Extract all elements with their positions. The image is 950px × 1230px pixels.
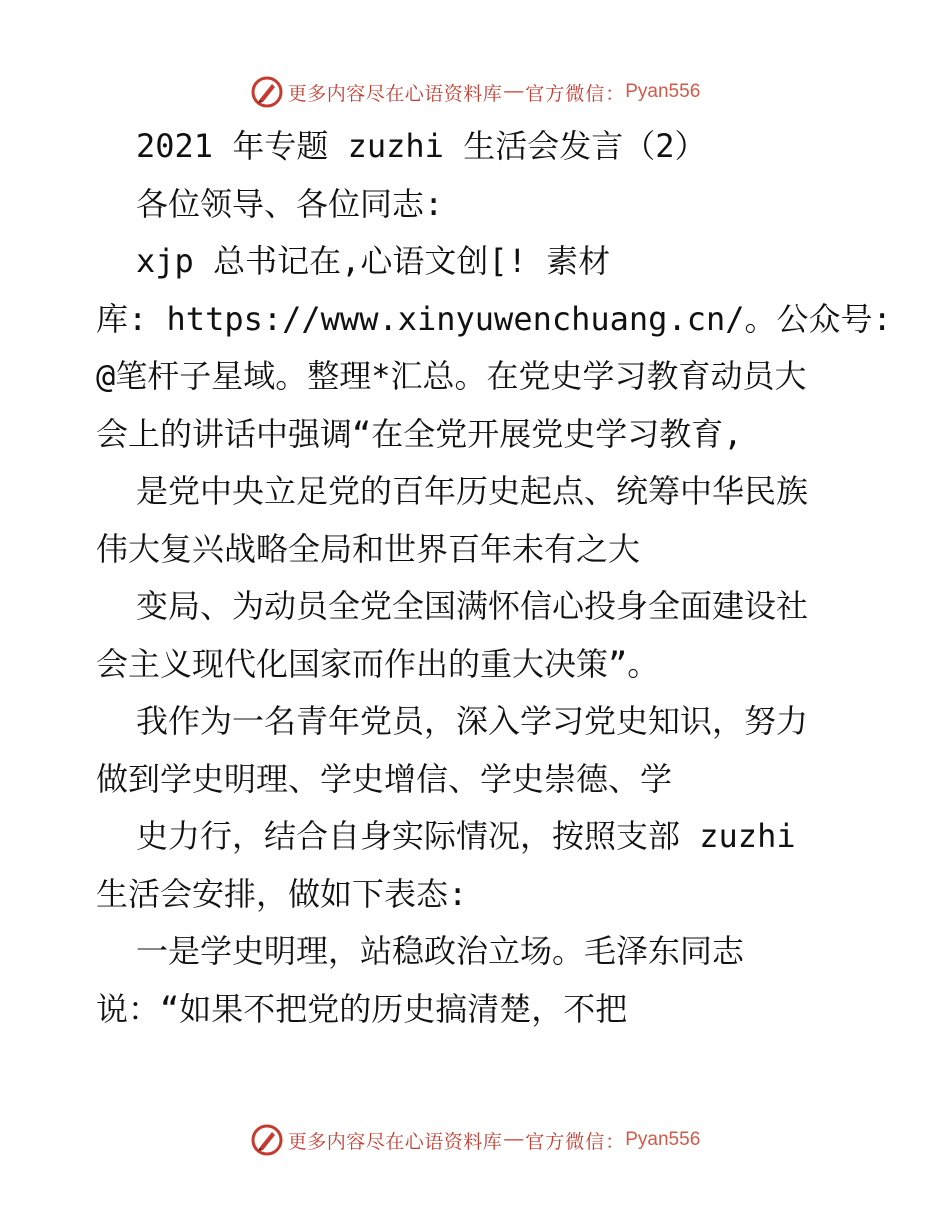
paragraph-line: 伟大复兴战略全局和世界百年未有之大 — [96, 529, 641, 568]
paragraph-line: 一是学史明理，站稳政治立场。毛泽东同志 — [136, 932, 745, 970]
watermark-banner-top — [0, 72, 950, 112]
watermark-handle: Pyan556 — [625, 1129, 701, 1150]
paragraph-line: 变局、为动员全党全国满怀信心投身全面建设社 — [136, 587, 809, 625]
watermark-dash: — — [504, 81, 524, 102]
watermark-handle: Pyan556 — [625, 81, 701, 102]
watermark-wechat-label: 官方微信： — [525, 83, 626, 105]
salutation: 各位领导、各位同志: — [136, 184, 444, 223]
watermark-banner-bottom — [0, 1120, 950, 1160]
pen-logo-icon — [250, 1123, 284, 1157]
paragraph-line: xjp 总书记在,心语文创[! 素材 — [136, 242, 611, 280]
watermark-wechat-label: 官方微信： — [525, 1131, 626, 1153]
paragraph-line: 我作为一名青年党员，深入学习党史知识，努力 — [136, 702, 809, 740]
paragraph-line: 库: https://www.xinyuwenchuang.cn/。公众号: — [96, 299, 892, 338]
document-title: 2021 年专题 zuzhi 生活会发言（2） — [136, 127, 707, 165]
document-body — [96, 118, 896, 1038]
pen-logo-icon — [250, 75, 284, 109]
paragraph-line: 说：“如果不把党的历史搞清楚，不把 — [96, 989, 628, 1028]
paragraph-line: 会主义现代化国家而作出的重大决策”。 — [96, 644, 660, 683]
paragraph-line: 会上的讲话中强调“在全党开展党史学习教育, — [96, 414, 743, 453]
watermark-main-text: 更多内容尽在心语资料库 — [287, 1131, 503, 1153]
watermark-main-text: 更多内容尽在心语资料库 — [287, 83, 503, 105]
paragraph-line: 生活会安排，做如下表态: — [96, 874, 468, 913]
paragraph-line: 史力行，结合自身实际情况，按照支部 zuzhi — [136, 817, 796, 855]
watermark-dash: — — [504, 1129, 524, 1150]
paragraph-line: 是党中央立足党的百年历史起点、统筹中华民族 — [136, 472, 809, 510]
paragraph-line: @笔杆子星域。整理*汇总。在党史学习教育动员大 — [96, 357, 807, 395]
paragraph-line: 做到学史明理、学史增信、学史崇德、学 — [96, 759, 673, 798]
